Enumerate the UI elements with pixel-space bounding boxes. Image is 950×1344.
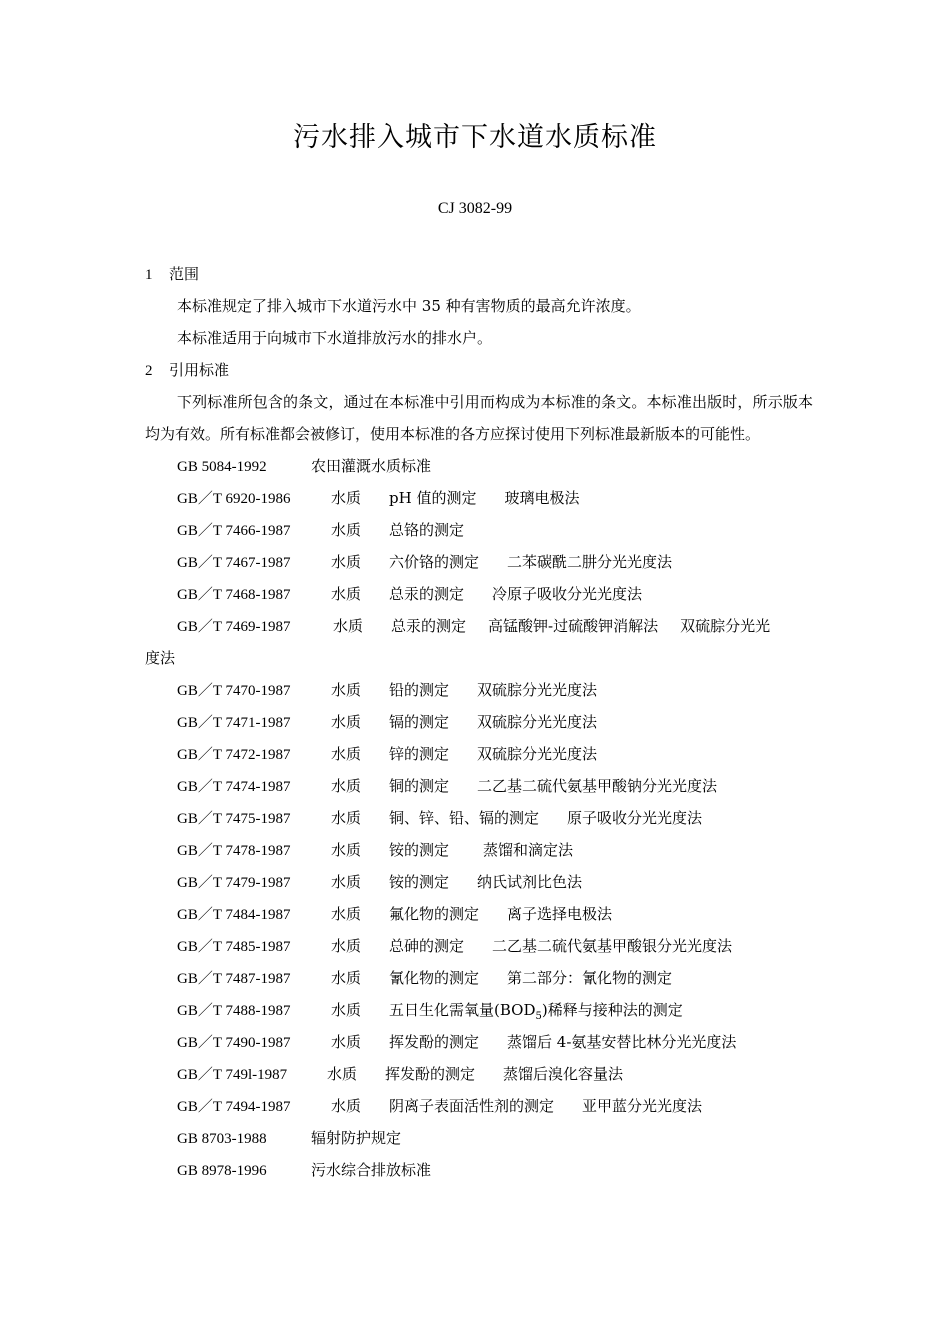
standard-number: GB／T 7494-1987 <box>177 1099 291 1115</box>
standard-subject: 氟化物的测定 <box>389 905 480 923</box>
standard-method: 蒸馏和滴定法 <box>483 841 574 859</box>
standard-category: 水质 <box>331 585 362 603</box>
standard-number: GB／T 7470-1987 <box>177 683 291 699</box>
standard-category: 水质 <box>331 937 362 955</box>
standard-method: 蒸馏后溴化容量法 <box>503 1065 624 1083</box>
standard-subject-part: )稀释与接种法的测定 <box>541 1001 683 1019</box>
standard-category: 水质 <box>331 553 362 571</box>
standard-subject: 总铬的测定 <box>389 521 465 539</box>
reference-item <box>145 802 813 834</box>
standard-method: 第二部分：氰化物的测定 <box>507 969 673 987</box>
standard-subject: 铵的测定 <box>389 841 450 859</box>
standard-method: 蒸馏后 4-氨基安替比林分光光度法 <box>507 1033 737 1051</box>
standard-subject: 阴离子表面活性剂的测定 <box>389 1097 555 1115</box>
standard-number: GB／T 7487-1987 <box>177 971 291 987</box>
reference-item <box>145 482 813 514</box>
standard-category: 水质 <box>331 841 362 859</box>
standard-category: 水质 <box>333 617 364 635</box>
reference-item <box>145 706 813 738</box>
standard-category: 水质 <box>331 1001 362 1019</box>
standard-number: GB／T 7479-1987 <box>177 875 291 891</box>
standard-number: GB 8703-1988 <box>177 1131 267 1147</box>
standard-subject: 氰化物的测定 <box>389 969 480 987</box>
document-title: 污水排入城市下水道水质标准 <box>293 122 657 153</box>
standard-number: GB／T 7467-1987 <box>177 555 291 571</box>
standard-method: 二乙基二硫代氨基甲酸钠分光光度法 <box>477 777 718 795</box>
standard-method: 双硫腙分光光 <box>680 617 771 635</box>
standard-subject: 铵的测定 <box>389 873 450 891</box>
standard-title: 辐射防护规定 <box>311 1129 402 1147</box>
standard-number: GB／T 7469-1987 <box>177 619 291 635</box>
section-title: 引用标准 <box>169 361 230 379</box>
standard-category: 水质 <box>331 905 362 923</box>
standard-subject <box>389 994 683 1026</box>
standard-method: 冷原子吸收分光光度法 <box>492 585 643 603</box>
subscript: 5 <box>535 1011 542 1022</box>
reference-item <box>145 450 813 482</box>
standard-subject: 铜的测定 <box>389 777 450 795</box>
reference-item <box>145 1058 813 1090</box>
standard-method: 二乙基二硫代氨基甲酸银分光光度法 <box>492 937 733 955</box>
reference-item <box>145 578 813 610</box>
standard-subject-part: 五日生化需氧量(BOD <box>389 1001 536 1019</box>
standard-number: GB／T 7484-1987 <box>177 907 291 923</box>
paragraph: 本标准规定了排入城市下水道污水中 35 种有害物质的最高允许浓度。 <box>177 297 641 315</box>
standard-category: 水质 <box>331 1097 362 1115</box>
section-number: 2 <box>145 363 153 379</box>
standard-method: 纳氏试剂比色法 <box>477 873 583 891</box>
reference-item <box>145 1026 813 1058</box>
reference-item <box>145 1090 813 1122</box>
standard-number: GB／T 7475-1987 <box>177 811 291 827</box>
section-heading-scope <box>145 258 813 290</box>
standard-number: GB／T 7468-1987 <box>177 587 291 603</box>
standard-title: 污水综合排放标准 <box>311 1161 432 1179</box>
standard-number: GB／T 7485-1987 <box>177 939 291 955</box>
standard-subject: 挥发酚的测定 <box>385 1065 476 1083</box>
standard-category: 水质 <box>331 809 362 827</box>
standard-category: 水质 <box>331 745 362 763</box>
standard-category: 水质 <box>331 969 362 987</box>
reference-item <box>145 514 813 546</box>
reference-item <box>145 738 813 770</box>
standard-method: 玻璃电极法 <box>504 489 580 507</box>
reference-item <box>145 866 813 898</box>
standard-category: 水质 <box>331 1033 362 1051</box>
standard-method: 二苯碳酰二肼分光光度法 <box>507 553 673 571</box>
standard-category: 水质 <box>331 681 362 699</box>
standard-category: 水质 <box>331 521 362 539</box>
reference-continuation: 度法 <box>145 649 176 667</box>
standard-category: 水质 <box>331 873 362 891</box>
standard-subject: 锌的测定 <box>389 745 450 763</box>
standard-subject: 镉的测定 <box>389 713 450 731</box>
reference-item <box>145 546 813 578</box>
paragraph: 下列标准所包含的条文，通过在本标准中引用而构成为本标准的条文。本标准出版时，所示版本均为有效。所有标准都会被修订，使用本标准的各方应探讨使用下列标准最新版本的可能性。 <box>145 393 813 443</box>
standard-number: GB／T 749l-1987 <box>177 1067 288 1083</box>
reference-item <box>145 834 813 866</box>
section-heading-references <box>145 354 813 386</box>
standard-category: 水质 <box>331 777 362 795</box>
reference-item <box>145 898 813 930</box>
section-title: 范围 <box>169 265 200 283</box>
document-body <box>145 258 813 1186</box>
reference-item <box>145 930 813 962</box>
standard-method: 离子选择电极法 <box>507 905 613 923</box>
standard-number: GB／T 7466-1987 <box>177 523 291 539</box>
reference-item <box>145 1122 813 1154</box>
paragraph: 本标准适用于向城市下水道排放污水的排水户。 <box>177 329 493 347</box>
standard-subject: 挥发酚的测定 <box>389 1033 480 1051</box>
reference-item <box>145 770 813 802</box>
standard-number: GB 8978-1996 <box>177 1163 267 1179</box>
reference-item <box>145 610 813 642</box>
standard-subject: 总砷的测定 <box>389 937 465 955</box>
standard-number: GB／T 7472-1987 <box>177 747 291 763</box>
reference-item <box>145 674 813 706</box>
standard-number: GB／T 7471-1987 <box>177 715 291 731</box>
standard-method: 双硫腙分光光度法 <box>477 713 598 731</box>
standard-subject: 铅的测定 <box>389 681 450 699</box>
standard-method: 原子吸收分光光度法 <box>567 809 703 827</box>
standard-method: 双硫腙分光光度法 <box>477 681 598 699</box>
standard-subject: pH 值的测定 <box>389 489 477 507</box>
document-code: CJ 3082-99 <box>437 200 513 217</box>
section-number: 1 <box>145 267 153 283</box>
standard-method: 双硫腙分光光度法 <box>477 745 598 763</box>
standard-subject: 总汞的测定 <box>391 617 467 635</box>
standard-number: GB 5084-1992 <box>177 459 267 475</box>
standard-number: GB／T 7474-1987 <box>177 779 291 795</box>
reference-item <box>145 1154 813 1186</box>
standard-method: 亚甲蓝分光光度法 <box>582 1097 703 1115</box>
standard-subject: 铜、锌、铅、镉的测定 <box>389 809 540 827</box>
standard-subject: 总汞的测定 <box>389 585 465 603</box>
standard-category: 水质 <box>327 1065 358 1083</box>
standard-number: GB／T 7488-1987 <box>177 1003 291 1019</box>
standard-number: GB／T 6920-1986 <box>177 491 291 507</box>
standard-subject: 六价铬的测定 <box>389 553 480 571</box>
standard-category: 水质 <box>331 713 362 731</box>
reference-item <box>145 962 813 994</box>
standard-title: 农田灌溉水质标准 <box>311 457 432 475</box>
standard-category: 水质 <box>331 489 362 507</box>
standard-method: 高锰酸钾-过硫酸钾消解法 <box>488 617 659 635</box>
standard-number: GB／T 7490-1987 <box>177 1035 291 1051</box>
standard-number: GB／T 7478-1987 <box>177 843 291 859</box>
reference-list <box>145 450 813 1186</box>
reference-item <box>145 994 813 1026</box>
